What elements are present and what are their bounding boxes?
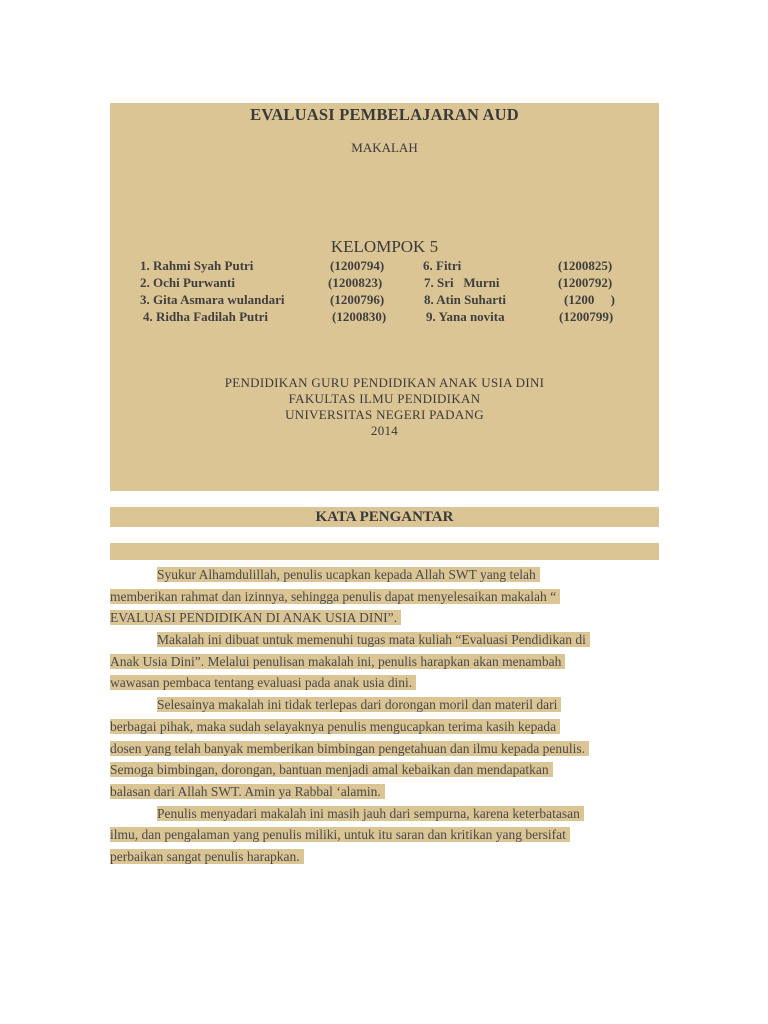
member-row [140, 275, 640, 292]
highlight-band [110, 543, 659, 560]
text-line: Penulis menyadari makalah ini masih jauh dari sempurna, karena keterbatasan [110, 803, 670, 825]
text-line: balasan dari Allah SWT. Amin ya Rabbal ‘alamin. [110, 781, 670, 803]
member-id: (1200823) [328, 275, 383, 290]
member-id: (1200794) [330, 258, 385, 273]
institution-block [110, 375, 659, 439]
document-title: EVALUASI PEMBELAJARAN AUD [250, 105, 519, 124]
member-name: 4. Ridha Fadilah Putri [143, 309, 268, 324]
member-id: (1200825) [558, 258, 613, 273]
member-id: (1200796) [330, 292, 385, 307]
member-name: 9. Yana novita [426, 309, 505, 324]
member-id: (1200 ) [564, 292, 615, 307]
text-line: Selesainya makalah ini tidak terlepas dari dorongan moril dan materil dari [110, 694, 670, 716]
member-row [140, 258, 640, 275]
document-subtitle: MAKALAH [351, 140, 418, 155]
member-id: (1200799) [559, 309, 614, 324]
member-name: 2. Ochi Purwanti [140, 275, 235, 290]
text-line: Makalah ini dibuat untuk memenuhi tugas mata kuliah “Evaluasi Pendidikan di [110, 629, 670, 651]
member-row [140, 309, 640, 326]
member-name: 7. Sri Murni [424, 275, 500, 290]
text-line: dosen yang telah banyak memberikan bimbingan pengetahuan dan ilmu kepada penulis. [110, 738, 670, 760]
member-name: 8. Atin Suharti [424, 292, 506, 307]
text-line: memberikan rahmat dan izinnya, sehingga penulis dapat menyelesaikan makalah “ [110, 586, 670, 608]
member-list [140, 258, 640, 326]
member-row [140, 292, 640, 309]
text-line: berbagai pihak, maka sudah selayaknya penulis mengucapkan terima kasih kepada [110, 716, 670, 738]
faculty-name: FAKULTAS ILMU PENDIDIKAN [288, 391, 481, 406]
text-line: ilmu, dan pengalaman yang penulis miliki, untuk itu saran dan kritikan yang bersifat [110, 824, 670, 846]
member-name: 6. Fitri [423, 258, 462, 273]
university-name: UNIVERSITAS NEGERI PADANG [285, 407, 484, 422]
text-line: EVALUASI PENDIDIKAN DI ANAK USIA DINI”. [110, 607, 670, 629]
text-line: Anak Usia Dini”. Melalui penulisan makalah ini, penulis harapkan akan menambah [110, 651, 670, 673]
program-name: PENDIDIKAN GURU PENDIDIKAN ANAK USIA DINI [224, 375, 545, 390]
member-name: 3. Gita Asmara wulandari [140, 292, 285, 307]
text-line: wawasan pembaca tentang evaluasi pada anak usia dini. [110, 672, 670, 694]
member-name: 1. Rahmi Syah Putri [140, 258, 254, 273]
section-title: KATA PENGANTAR [110, 507, 659, 527]
cover-page [110, 103, 659, 491]
member-id: (1200830) [332, 309, 387, 324]
year: 2014 [370, 423, 399, 438]
text-line: Semoga bimbingan, dorongan, bantuan menjadi amal kebaikan dan mendapatkan [110, 759, 670, 781]
text-line: Syukur Alhamdulillah, penulis ucapkan kepada Allah SWT yang telah [110, 564, 670, 586]
member-id: (1200792) [558, 275, 613, 290]
foreword-body [110, 564, 670, 868]
group-heading: KELOMPOK 5 [330, 237, 439, 256]
text-line: perbaikan sangat penulis harapkan. [110, 846, 670, 868]
